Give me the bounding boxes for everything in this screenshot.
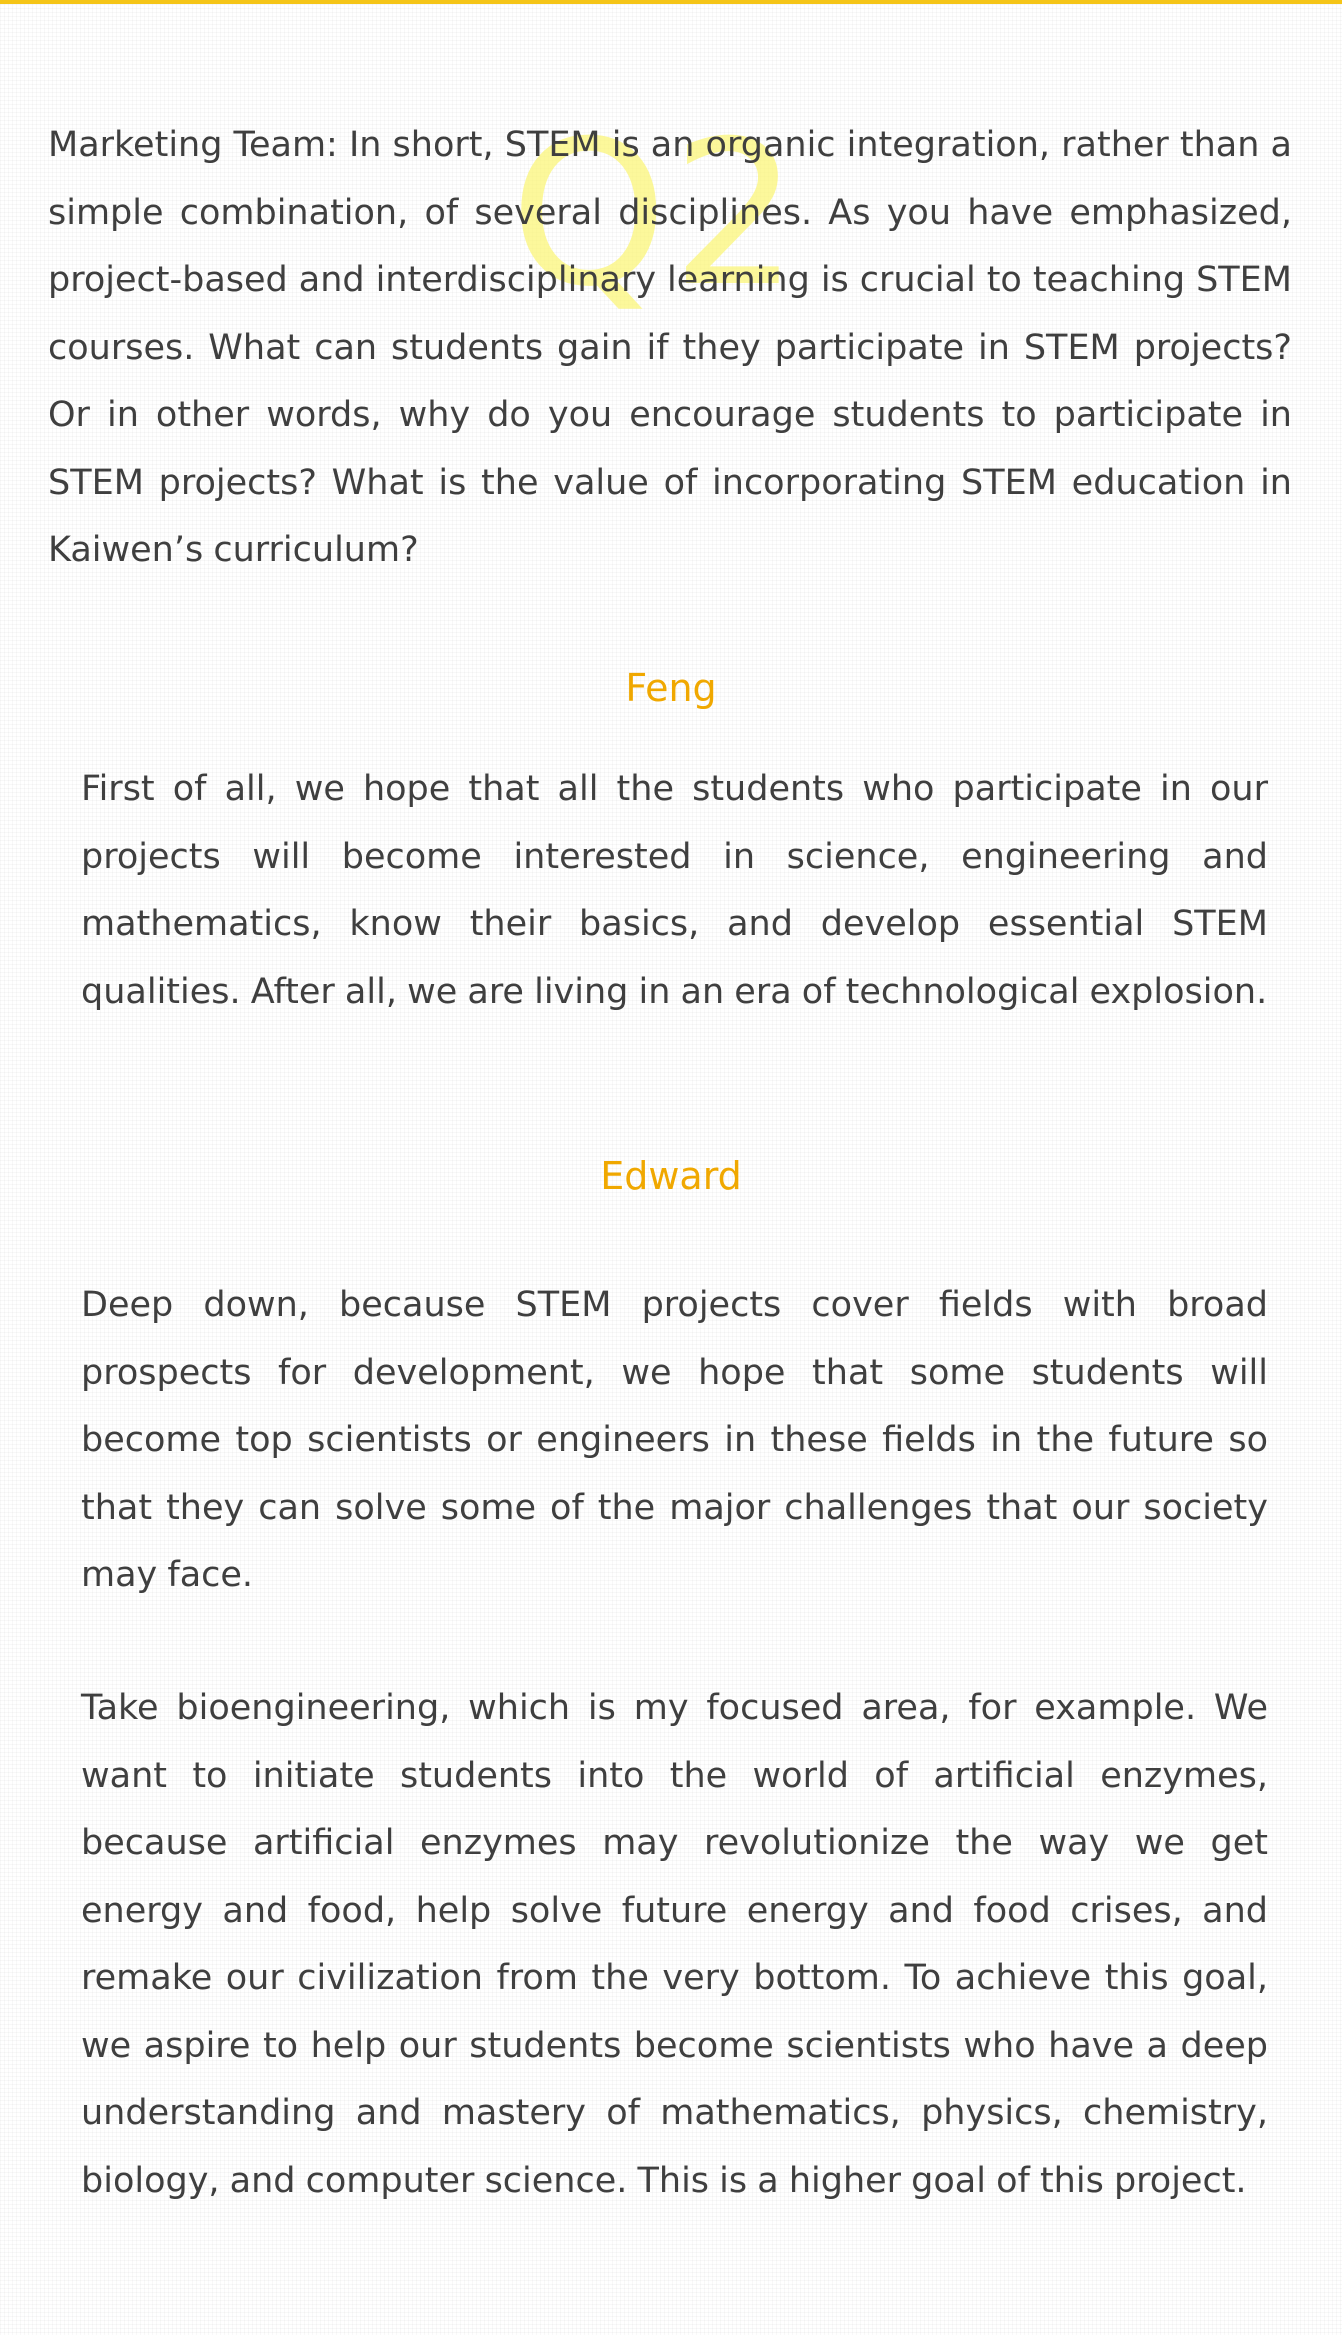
answer-paragraph-edward-1: Deep down, because STEM projects cover fields with broad prospects for development, we hope that some students will become top scientists or engineers in these fields in the future so that they can solve some of the major challenges that our society may face. [81, 1285, 1268, 1595]
top-accent-rule [0, 0, 1342, 4]
speaker-name-feng: Feng [625, 666, 717, 710]
question-number-watermark: Q2 [510, 98, 803, 331]
speaker-name-edward: Edward [600, 1154, 742, 1198]
answer-paragraph-edward-2: Take bioengineering, which is my focused area, for example. We want to initiate students into the world of artificial enzymes, because artificial enzymes may revolutionize the way we get energy and food, help solve future energy and food crises, and remake our civilization from the very bottom. To achieve this goal, we aspire to help our students become scientists who have a deep understanding and mastery of mathematics, physics, chemistry, biology, and computer science. This is a higher goal of this project. [81, 1688, 1268, 2201]
interview-question: Marketing Team: In short, STEM is an organic integration, rather than a simple combination, of several disciplines. As you have emphasized, project-based and interdisciplinary learning is crucial to teaching STEM courses. What can students gain if they participate in STEM projects? Or in other words, why do you encourage students to participate in STEM projects? What is the value of incorporating STEM education in Kaiwen’s curriculum? [48, 125, 1292, 570]
answer-paragraph-feng: First of all, we hope that all the students who participate in our projects will become interested in science, engineering and mathematics, know their basics, and develop essential STEM qualities. After all, we are living in an era of technological explosion. [81, 769, 1268, 1012]
